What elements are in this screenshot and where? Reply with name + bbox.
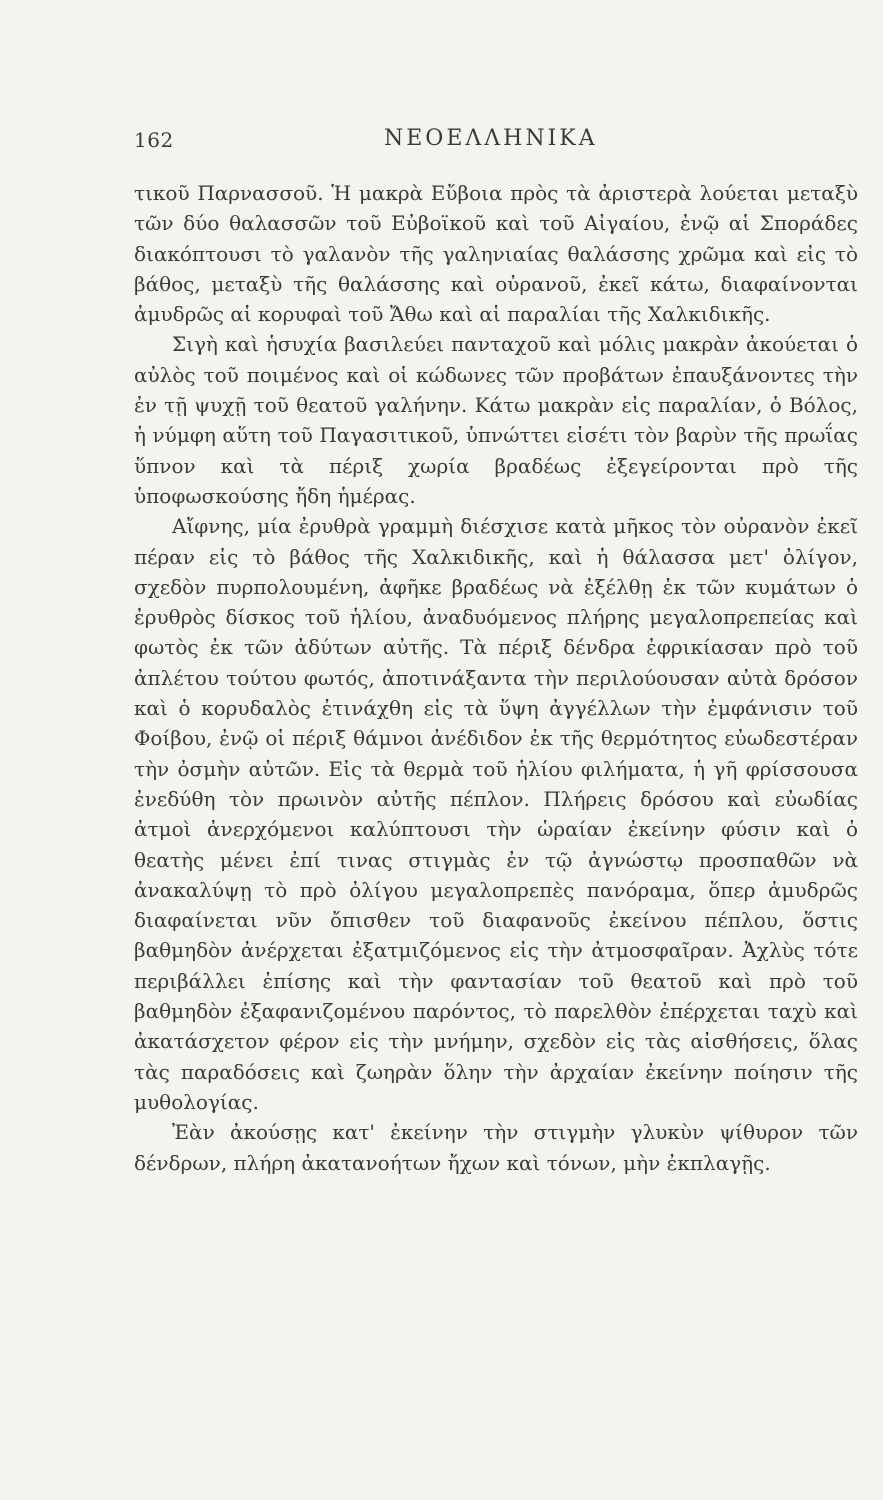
paragraph-4: Ἐὰν ἀκούσῃς κατ' ἐκείνην τὴν στιγμὴν γλυκὺν ψίθυρον τῶν δένδρων, πλήρη ἀκατανοήτων ἤχων καὶ τόνων, μὴν ἐκπλαγῇς. — [134, 1120, 858, 1175]
page-number: 162 — [134, 128, 174, 152]
paragraph-1: τικοῦ Παρνασσοῦ. Ἡ μακρὰ Εὔβοια πρὸς τὰ ἀριστερὰ λούεται μεταξὺ τῶν δύο θαλασσῶν τοῦ Εὐβοϊκοῦ καὶ τοῦ Αἰγαίου, ἐνῷ αἱ Σποράδες διακόπτουσι τὸ γαλανὸν τῆς γαληνιαίας θαλάσσης χρῶμα καὶ εἰς τὸ βάθος, μεταξὺ τῆς θαλάσσης καὶ οὐρανοῦ, ἐκεῖ κάτω, διαφαίνονται ἀμυδρῶς αἱ κορυφαὶ τοῦ Ἄθω καὶ αἱ παραλίαι τῆς Χαλκιδικῆς. — [134, 181, 858, 327]
running-title: ΝΕΟΕΛΛΗΝΙΚΑ — [384, 126, 598, 151]
body-text — [134, 178, 858, 1178]
paragraph-3: Αἴφνης, μία ἐρυθρὰ γραμμὴ διέσχισε κατὰ μῆκος τὸν οὐρανὸν ἐκεῖ πέραν εἰς τὸ βάθος τῆς Χαλκιδικῆς, καὶ ἡ θάλασσα μετ' ὀλίγον, σχεδὸν πυρπολουμένη, ἀφῆκε βραδέως νὰ ἐξέλθῃ ἐκ τῶν κυμάτων ὁ ἐρυθρὸς δίσκος τοῦ ἡλίου, ἀναδυόμενος πλήρης μεγαλοπρεπείας καὶ φωτὸς ἐκ τῶν ἀδύτων αὐτῆς. Τὰ πέριξ δένδρα ἐφρικίασαν πρὸ τοῦ ἀπλέτου τούτου φωτός, ἀποτινάξαντα τὴν περιλούουσαν αὐτὰ δρόσον καὶ ὁ κορυδαλὸς ἐτινάχθη εἰς τὰ ὕψη ἀγγέλλων τὴν ἐμφάνισιν τοῦ Φοίβου, ἐνῷ οἱ πέριξ θάμνοι ἀνέδιδον ἐκ τῆς θερμότητος εὐωδεστέραν τὴν ὀσμὴν αὐτῶν. Εἰς τὰ θερμὰ τοῦ ἡλίου φιλήματα, ἡ γῆ φρίσσουσα ἐνεδύθη τὸν πρωινὸν αὐτῆς πέπλον. Πλήρεις δρόσου καὶ εὐωδίας ἀτμοὶ ἀνερχόμενοι καλύπτουσι τὴν ὡραίαν ἐκείνην φύσιν καὶ ὁ θεατὴς μένει ἐπί τινας στιγμὰς ἐν τῷ ἀγνώστῳ προσπαθῶν νὰ ἀνακαλύψῃ τὸ πρὸ ὀλίγου μεγαλοπρεπὲς πανόραμα, ὅπερ ἀμυδρῶς διαφαίνεται νῦν ὄπισθεν τοῦ διαφανοῦς ἐκείνου πέπλου, ὅστις βαθμηδὸν ἀνέρχεται ἐξατμιζόμενος εἰς τὴν ἀτμοσφαῖραν. Ἀχλὺς τότε περιβάλλει ἐπίσης καὶ τὴν φαντασίαν τοῦ θεατοῦ καὶ πρὸ τοῦ βαθμηδὸν ἐξαφανιζομένου παρόντος, τὸ παρελθὸν ἐπέρχεται ταχὺ καὶ ἀκατάσχετον φέρον εἰς τὴν μνήμην, σχεδὸν εἰς τὰς αἰσθήσεις, ὅλας τὰς παραδόσεις καὶ ζωηρὰν ὅλην τὴν ἀρχαίαν ἐκείνην ποίησιν τῆς μυθολογίας. — [134, 514, 858, 1114]
paragraph-2: Σιγὴ καὶ ἡσυχία βασιλεύει πανταχοῦ καὶ μόλις μακρὰν ἀκούεται ὁ αὐλὸς τοῦ ποιμένος καὶ οἱ κώδωνες τῶν προβάτων ἐπαυξάνοντες τὴν ἐν τῇ ψυχῇ τοῦ θεατοῦ γαλήνην. Κάτω μακρὰν εἰς παραλίαν, ὁ Βόλος, ἡ νύμφη αὕτη τοῦ Παγασιτικοῦ, ὑπνώττει εἰσέτι τὸν βαρὺν τῆς πρωΐας ὕπνον καὶ τὰ πέριξ χωρία βραδέως ἐξεγείρονται πρὸ τῆς ὑποφωσκούσης ἤδη ἡμέρας. — [134, 332, 858, 508]
page-header — [134, 118, 854, 158]
